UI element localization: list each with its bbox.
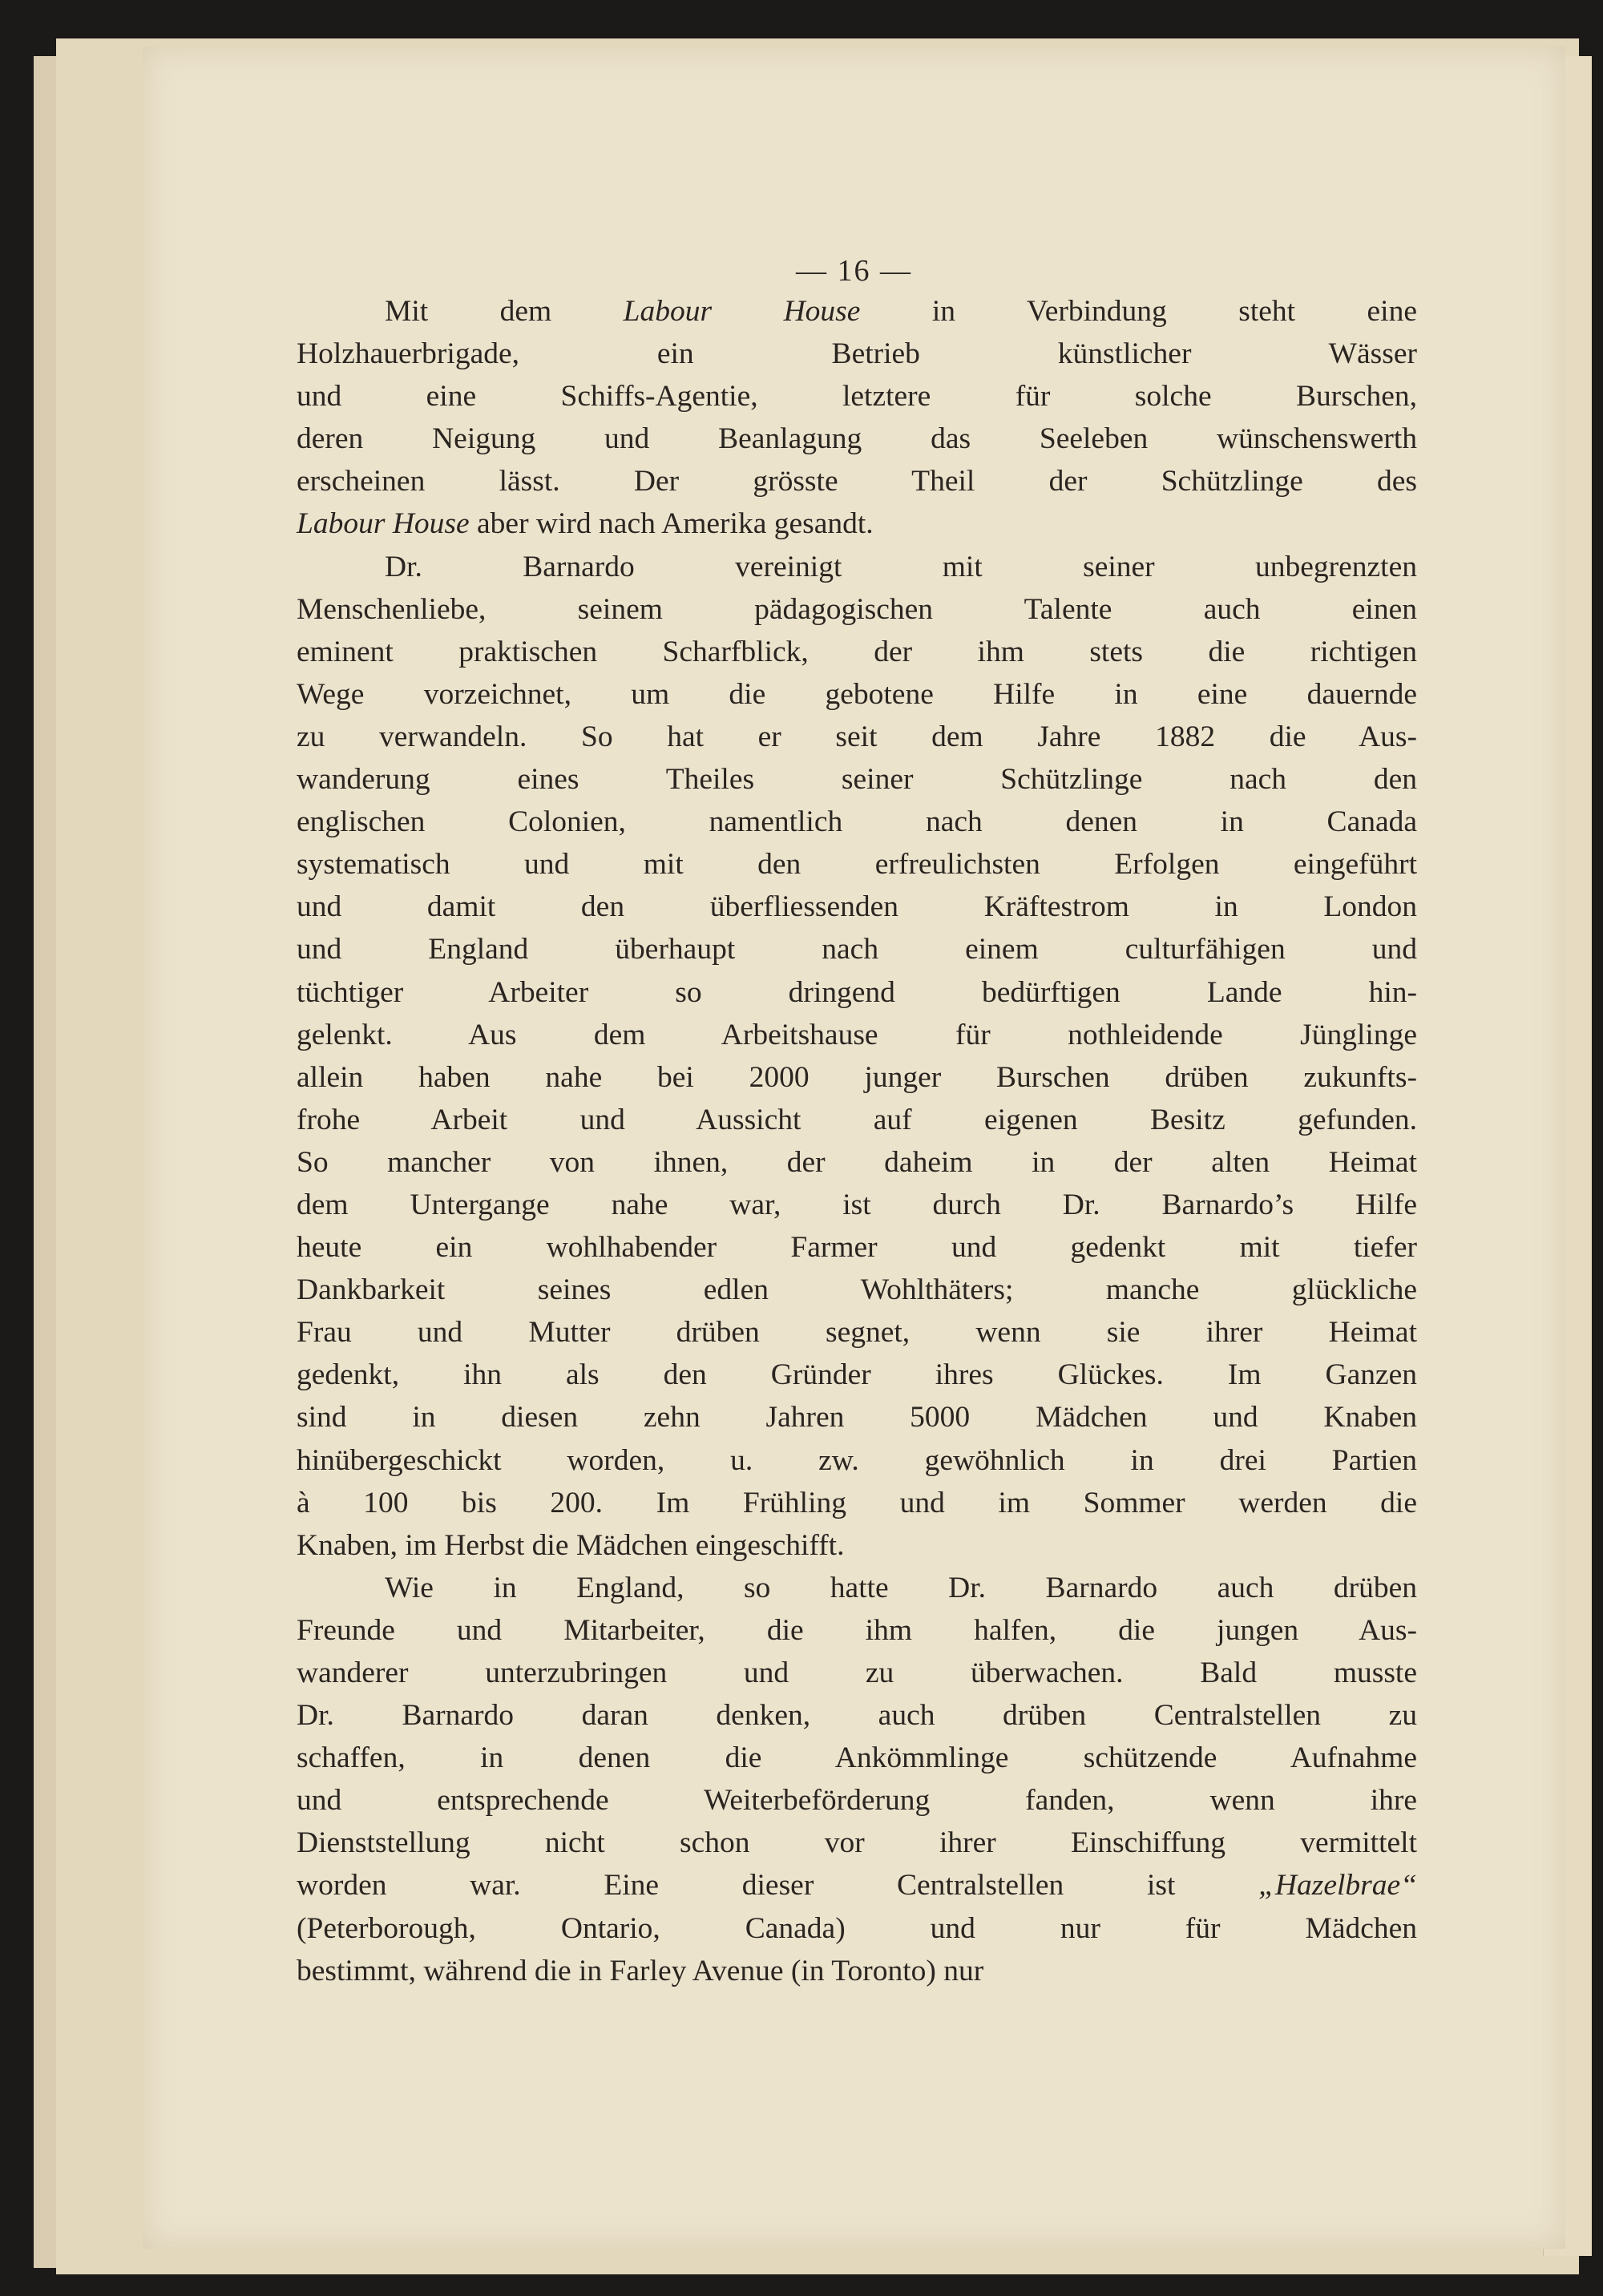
text-run: heute ein wohlhabender Farmer und gedenkt mit tiefer: [297, 1231, 1417, 1265]
text-run: erscheinen lässt. Der grösste Theil der Schützlinge des: [297, 465, 1417, 498]
text-run: Holzhauerbrigade, ein Betrieb künstlicher Wässer: [297, 337, 1417, 371]
text-line: [297, 588, 1417, 631]
text-line: [297, 886, 1417, 928]
text-run: allein haben nahe bei 2000 junger Burschen drüben zukunfts-: [297, 1060, 1417, 1094]
text-line: [297, 1822, 1417, 1864]
text-line: [297, 1567, 1417, 1609]
text-line: [297, 1779, 1417, 1822]
text-run: So mancher von ihnen, der daheim in der alten Heimat: [297, 1145, 1417, 1179]
italic-text-run: Labour House: [623, 295, 861, 328]
text-run: (Peterborough, Ontario, Canada) und nur für Mädchen: [297, 1911, 1417, 1945]
text-line: [297, 290, 1417, 333]
text-run: schaffen, in denen die Ankömmlinge schützende Aufnahme: [297, 1741, 1417, 1775]
text-line: [297, 1482, 1417, 1524]
text-run: deren Neigung und Beanlagung das Seeleben wünschenswerth: [297, 422, 1417, 456]
text-line: [297, 1524, 1417, 1567]
text-line: [297, 673, 1417, 716]
text-run: bestimmt, während die in Farley Avenue (in Toronto) nur: [297, 1954, 984, 1987]
text-line: [297, 1652, 1417, 1694]
paragraph: [297, 1567, 1417, 1992]
text-run: wanderer unterzubringen und zu überwachen. Bald musste: [297, 1656, 1417, 1689]
text-run: und entsprechende Weiterbeförderung fanden, wenn ihre: [297, 1784, 1417, 1818]
text-run: gelenkt. Aus dem Arbeitshause für nothleidende Jünglinge: [297, 1018, 1417, 1051]
text-line: [297, 1311, 1417, 1354]
text-run: sind in diesen zehn Jahren 5000 Mädchen und Knaben: [297, 1401, 1417, 1434]
text-line: [297, 1269, 1417, 1311]
text-line: [297, 546, 1417, 588]
text-run: und eine Schiffs-Agentie, letztere für solche Burschen,: [297, 380, 1417, 414]
text-line: [297, 375, 1417, 418]
text-line: [297, 801, 1417, 843]
text-line: [297, 1737, 1417, 1779]
paragraph: [297, 290, 1417, 546]
text-run: worden war. Eine dieser Centralstellen ist: [297, 1869, 1259, 1903]
text-line: [297, 1907, 1417, 1950]
text-line: [297, 928, 1417, 970]
text-run: Wie in England, so hatte Dr. Barnardo auch drüben: [385, 1571, 1417, 1604]
text-run: tüchtiger Arbeiter so dringend bedürftigen Lande hin-: [297, 975, 1417, 1009]
text-line: [297, 1099, 1417, 1141]
text-run: frohe Arbeit und Aussicht auf eigenen Besitz gefunden.: [297, 1103, 1417, 1136]
text-line: [297, 1396, 1417, 1439]
text-run: gedenkt, ihn als den Gründer ihres Glückes. Im Ganzen: [297, 1358, 1417, 1392]
text-line: [297, 1950, 1417, 1992]
text-line: [297, 971, 1417, 1014]
text-line: [297, 758, 1417, 801]
text-run: zu verwandeln. So hat er seit dem Jahre 1882 die Aus-: [297, 720, 1417, 753]
body-text: [297, 290, 1417, 1992]
text-line: [297, 1056, 1417, 1099]
text-run: in Verbindung steht eine: [860, 295, 1417, 328]
text-line: [297, 1354, 1417, 1396]
text-run: systematisch und mit den erfreulichsten Erfolgen eingeführt: [297, 848, 1417, 882]
text-run: à 100 bis 200. Im Frühling und im Sommer werden die: [297, 1486, 1417, 1519]
text-line: [297, 1609, 1417, 1652]
text-line: [297, 843, 1417, 886]
text-line: [297, 1226, 1417, 1269]
text-line: [297, 1184, 1417, 1226]
text-line: [297, 460, 1417, 502]
text-line: [297, 1014, 1417, 1056]
text-line: [297, 1694, 1417, 1737]
text-run: Freunde und Mitarbeiter, die ihm halfen, die jungen Aus-: [297, 1613, 1417, 1647]
text-run: Mit dem: [385, 295, 624, 328]
text-line: [297, 333, 1417, 375]
paragraph: [297, 546, 1417, 1567]
text-run: Menschenliebe, seinem pädagogischen Talente auch einen: [297, 592, 1417, 626]
text-run: Dankbarkeit seines edlen Wohlthäters; manche glückliche: [297, 1273, 1417, 1307]
text-run: und damit den überfliessenden Kräftestrom in London: [297, 890, 1417, 924]
text-run: aber wird nach Amerika gesandt.: [469, 507, 874, 541]
italic-text-run: Labour House: [297, 507, 470, 541]
text-run: und England überhaupt nach einem culturfähigen und: [297, 933, 1417, 966]
text-run: eminent praktischen Scharfblick, der ihm stets die richtigen: [297, 635, 1417, 668]
text-line: [297, 1141, 1417, 1184]
text-run: Dienststellung nicht schon vor ihrer Einschiffung vermittelt: [297, 1826, 1417, 1860]
page-number: — 16 —: [796, 254, 912, 288]
text-run: Frau und Mutter drüben segnet, wenn sie ihrer Heimat: [297, 1316, 1417, 1350]
text-run: wanderung eines Theiles seiner Schützlinge nach den: [297, 763, 1417, 797]
text-run: Knaben, im Herbst die Mädchen eingeschifft.: [297, 1528, 845, 1562]
text-line: [297, 1864, 1417, 1907]
text-run: englischen Colonien, namentlich nach denen in Canada: [297, 805, 1417, 839]
text-line: [297, 631, 1417, 673]
text-line: [297, 502, 1417, 545]
italic-text-run: „Hazelbrae“: [1258, 1869, 1417, 1903]
text-run: Dr. Barnardo vereinigt mit seiner unbegrenzten: [385, 550, 1417, 583]
text-line: [297, 716, 1417, 758]
text-run: Dr. Barnardo daran denken, auch drüben Centralstellen zu: [297, 1699, 1417, 1733]
text-line: [297, 418, 1417, 460]
text-line: [297, 1439, 1417, 1482]
text-run: Wege vorzeichnet, um die gebotene Hilfe in eine dauernde: [297, 677, 1417, 711]
text-run: hinübergeschickt worden, u. zw. gewöhnlich in drei Partien: [297, 1443, 1417, 1477]
text-run: dem Untergange nahe war, ist durch Dr. Barnardo’s Hilfe: [297, 1188, 1417, 1221]
